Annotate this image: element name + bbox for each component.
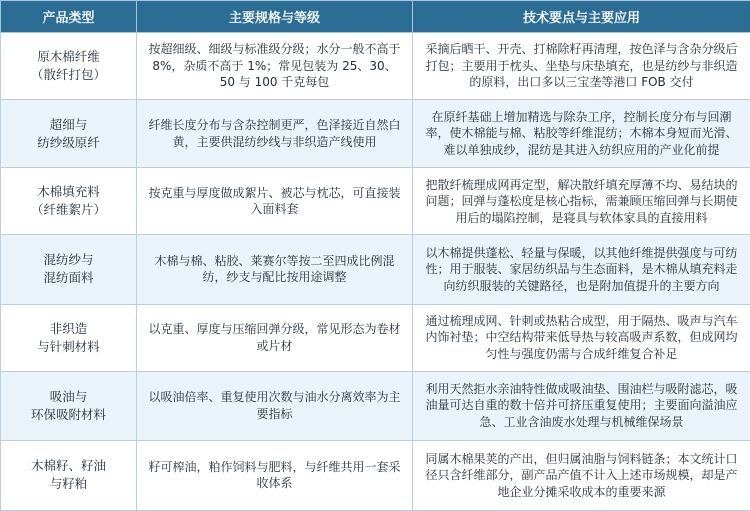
product-type-cell: 非织造 与针刺材料 [1,304,137,371]
table-row [1,168,750,235]
product-type-cell: 超细与 纺纱级原纤 [1,100,137,168]
table-row [1,235,750,304]
tech-cell: 利用天然拒水亲油特性做成吸油垫、围油栏与吸附滤芯，吸油量可达自重的数十倍并可挤压重复使用；主要面向溢油应急、工业含油废水处理与机械维保场景 [413,371,750,440]
tech-cell: 同属木棉果荚的产出，但归属油脂与饲料链条；本文统计口径只含纤维部分，副产品产值不计入上述市场规模，却是产地企业分摊采收成本的重要来源 [413,440,750,510]
product-type-cell: 吸油与 环保吸附材料 [1,371,137,440]
tech-cell: 在原纤基础上增加精选与除杂工序，控制长度分布与回潮率，使木棉能与棉、粘胶等纤维混纺；木棉本身短而光滑、难以单独成纱，混纺是其进入纺织应用的产业化前提 [413,100,750,168]
spec-cell: 以克重、厚度与压缩回弹分级，常见形态为卷材或片材 [137,304,413,371]
header-product-type: 产品类型 [1,1,137,33]
header-row [1,1,750,33]
spec-cell: 按克重与厚度做成絮片、被芯与枕芯，可直接装入面料套 [137,168,413,235]
header-tech-application: 技术要点与主要应用 [413,1,750,33]
table-header [1,1,750,33]
table-row [1,100,750,168]
tech-cell: 把散纤梳理成网再定型，解决散纤填充厚薄不均、易结块的问题；回弹与蓬松度是核心指标，需兼顾压缩回弹与长期使用后的塌陷控制，是寝具与软体家具的直接用料 [413,168,750,235]
table-row [1,33,750,100]
spec-cell: 以吸油倍率、重复使用次数与油水分离效率为主要指标 [137,371,413,440]
table-row [1,371,750,440]
spec-cell: 籽可榨油，粕作饲料与肥料，与纤维共用一套采收体系 [137,440,413,510]
tech-cell: 通过梳理成网、针刺或热粘合成型，用于隔热、吸声与汽车内饰衬垫；中空结构带来低导热与较高吸声系数，但成网均匀性与强度仍需与合成纤维复合补足 [413,304,750,371]
product-type-cell: 木棉籽、籽油 与籽粕 [1,440,137,510]
product-type-cell: 混纺纱与 混纺面料 [1,235,137,304]
table-body [1,33,750,511]
spec-cell: 按超细级、细级与标准级分级；水分一般不高于 8%，杂质不高于 1%；常见包装为 25、30、50 与 100 千克每包 [137,33,413,100]
tech-cell: 以木棉提供蓬松、轻量与保暖，以其他纤维提供强度与可纺性；用于服装、家居纺织品与生态面料，是木棉从填充料走向纺织服装的关键路径，也是附加值提升的主要方向 [413,235,750,304]
product-type-cell: 原木棉纤维 （散纤打包） [1,33,137,100]
table-row [1,304,750,371]
header-spec-grade: 主要规格与等级 [137,1,413,33]
table-row [1,440,750,510]
product-type-cell: 木棉填充料 （纤维絮片） [1,168,137,235]
spec-cell: 木棉与棉、粘胶、莱赛尔等按二至四成比例混纺，纱支与配比按用途调整 [137,235,413,304]
spec-cell: 纤维长度分布与含杂控制更严，色泽接近自然白黄，主要供混纺纱线与非织造产线使用 [137,100,413,168]
tech-cell: 采摘后晒干、开壳、打棉除籽再清理，按色泽与含杂分级后打包；主要用于枕头、坐垫与床垫填充，也是纺纱与非织造的原料，出口多以三宝垄等港口 FOB 交付 [413,33,750,100]
